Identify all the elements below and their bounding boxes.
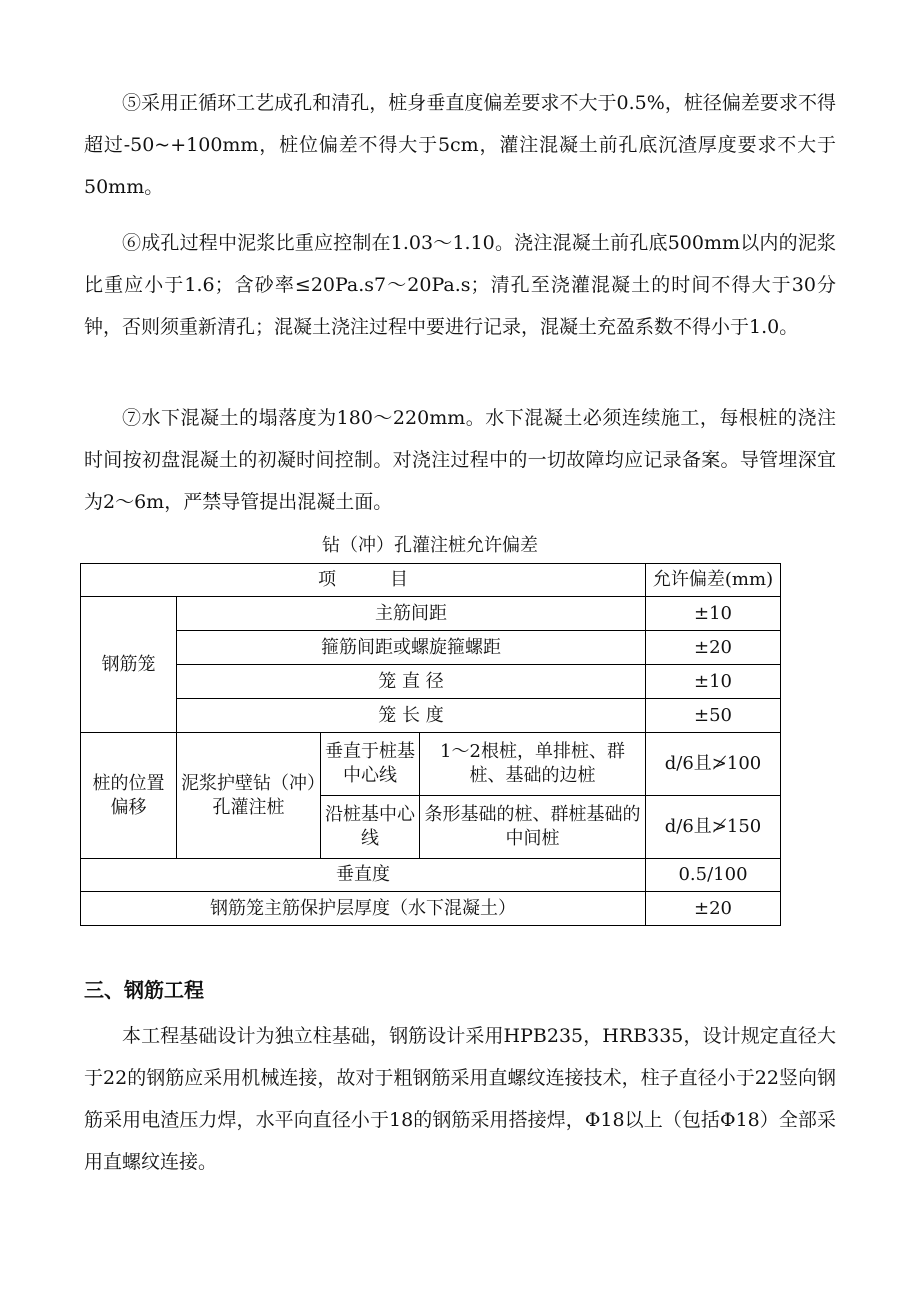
- header-item-cell: 项 目: [81, 564, 646, 597]
- table-row: [81, 733, 781, 796]
- cage-tolerance-cell: ±20: [646, 631, 781, 665]
- position-direction-cell: 垂直于桩基中心线: [321, 733, 420, 796]
- vertical-label-cell: 垂直度: [81, 859, 646, 892]
- header-tolerance-cell: 允许偏差(mm): [646, 564, 781, 597]
- tolerance-table: [80, 563, 781, 926]
- position-direction-cell: 沿桩基中心线: [321, 796, 420, 859]
- cage-tolerance-cell: ±10: [646, 665, 781, 699]
- table-caption: 钻（冲）孔灌注桩允许偏差: [322, 535, 538, 556]
- table-header-row: [81, 564, 781, 597]
- table-row: [81, 597, 781, 631]
- table-row: [81, 699, 781, 733]
- paragraph-item-6: ⑥成孔过程中泥浆比重应控制在1.03～1.10。浇注混凝土前孔底500mm以内的泥浆比重应小于1.6；含砂率≤20Pa.s7～20Pa.s；清孔至浇灌混凝土的时间不得大于30分钟，否则须重新清孔；混凝土浇注过程中要进行记录，混凝土充盈系数不得小于1.0。: [84, 232, 836, 338]
- cage-item-cell: 笼 直 径: [177, 665, 646, 699]
- cage-tolerance-cell: ±50: [646, 699, 781, 733]
- paragraph-item-5: ⑤采用正循环工艺成孔和清孔，桩身垂直度偏差要求不大于0.5%，桩径偏差要求不得超过-50~+100mm，桩位偏差不得大于5cm，灌注混凝土前孔底沉渣厚度要求不大于50mm。: [84, 92, 836, 198]
- section-heading: 三、钢筋工程: [84, 978, 204, 1002]
- cage-group-label: 钢筋笼: [81, 597, 177, 733]
- position-method-cell: 泥浆护壁钻（冲）孔灌注桩: [177, 733, 321, 859]
- cover-tolerance-cell: ±20: [646, 892, 781, 926]
- paragraph-item-7: ⑦水下混凝土的塌落度为180～220mm。水下混凝土必须连续施工，每根桩的浇注时间按初盘混凝土的初凝时间控制。对浇注过程中的一切故障均应记录备案。导管埋深宜为2～6m，严禁导管提出混凝土面。: [84, 407, 836, 513]
- vertical-tolerance-cell: 0.5/100: [646, 859, 781, 892]
- section-body-paragraph: 本工程基础设计为独立柱基础，钢筋设计采用HPB235，HRB335，设计规定直径大于22的钢筋应采用机械连接，故对于粗钢筋采用直螺纹连接技术，柱子直径小于22竖向钢筋采用电渣压力焊，水平向直径小于18的钢筋采用搭接焊，Φ18以上（包括Φ18）全部采用直螺纹连接。: [84, 1025, 836, 1173]
- position-type-cell: 1～2根桩，单排桩、群桩、基础的边桩: [420, 733, 646, 796]
- cover-label-cell: 钢筋笼主筋保护层厚度（水下混凝土）: [81, 892, 646, 926]
- cage-item-cell: 主筋间距: [177, 597, 646, 631]
- cage-tolerance-cell: ±10: [646, 597, 781, 631]
- table-row: [81, 665, 781, 699]
- cage-item-cell: 笼 长 度: [177, 699, 646, 733]
- table-row: [81, 892, 781, 926]
- table-row: [81, 859, 781, 892]
- position-tolerance-cell: d/6且≯150: [646, 796, 781, 859]
- position-tolerance-cell: d/6且≯100: [646, 733, 781, 796]
- cage-item-cell: 箍筋间距或螺旋箍螺距: [177, 631, 646, 665]
- position-type-cell: 条形基础的桩、群桩基础的中间桩: [420, 796, 646, 859]
- position-group-label: 桩的位置偏移: [81, 733, 177, 859]
- table-row: [81, 631, 781, 665]
